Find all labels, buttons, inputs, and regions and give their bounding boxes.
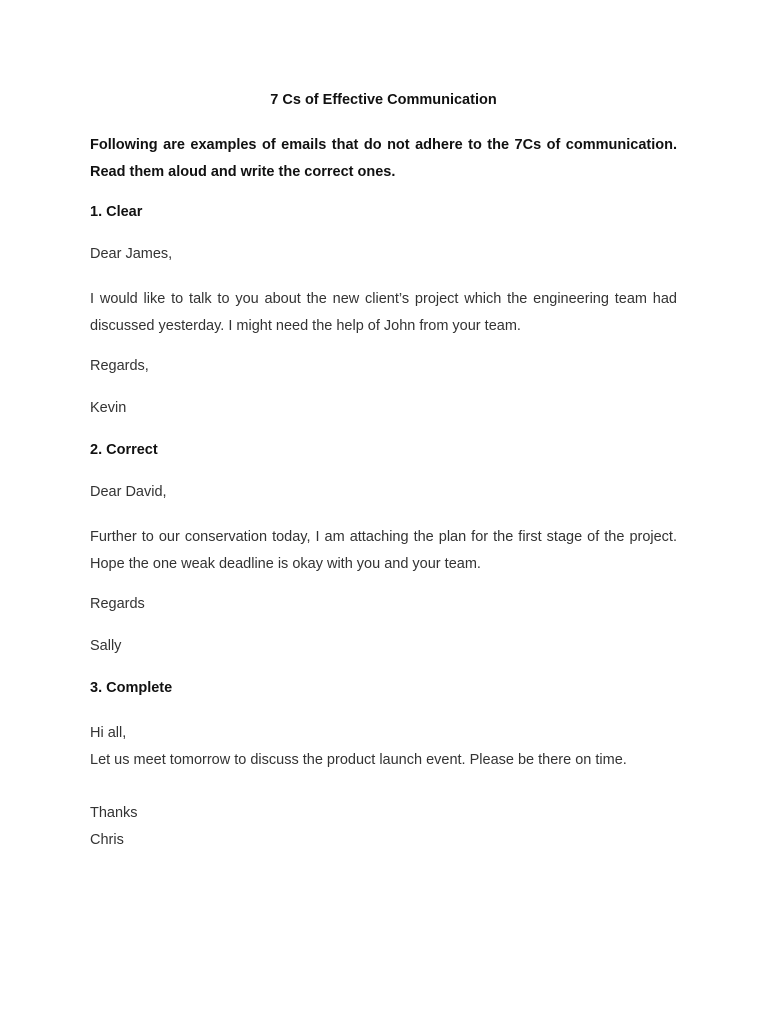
page-title: 7 Cs of Effective Communication [270,92,497,108]
email-body: I would like to talk to you about the new client’s project which the engineering team had discussed yesterday. I might need the help of John from your team. [90,291,677,334]
email-signature: Chris [90,832,124,848]
email-signature: Sally [90,638,122,654]
email-closing: Regards [90,596,145,612]
email-body: Let us meet tomorrow to discuss the product launch event. Please be there on time. [90,752,627,768]
email-greeting: Dear James, [90,246,173,262]
section-heading-correct: 2. Correct [90,442,158,458]
email-block [90,720,677,774]
section-heading-complete: 3. Complete [90,680,173,696]
email-body: Further to our conservation today, I am attaching the plan for the first stage of the project. Hope the one weak deadline is okay with you and your team. [90,529,677,572]
section-heading-clear: 1. Clear [90,204,143,220]
email-closing: Thanks [90,805,138,821]
document-body [90,90,677,854]
intro-paragraph: Following are examples of emails that do not adhere to the 7Cs of communication. Read them aloud and write the correct ones. [90,137,677,180]
email-greeting: Dear David, [90,484,167,500]
email-greeting: Hi all, [90,725,127,741]
email-signoff [90,800,677,854]
email-signature: Kevin [90,400,127,416]
email-closing: Regards, [90,358,149,374]
